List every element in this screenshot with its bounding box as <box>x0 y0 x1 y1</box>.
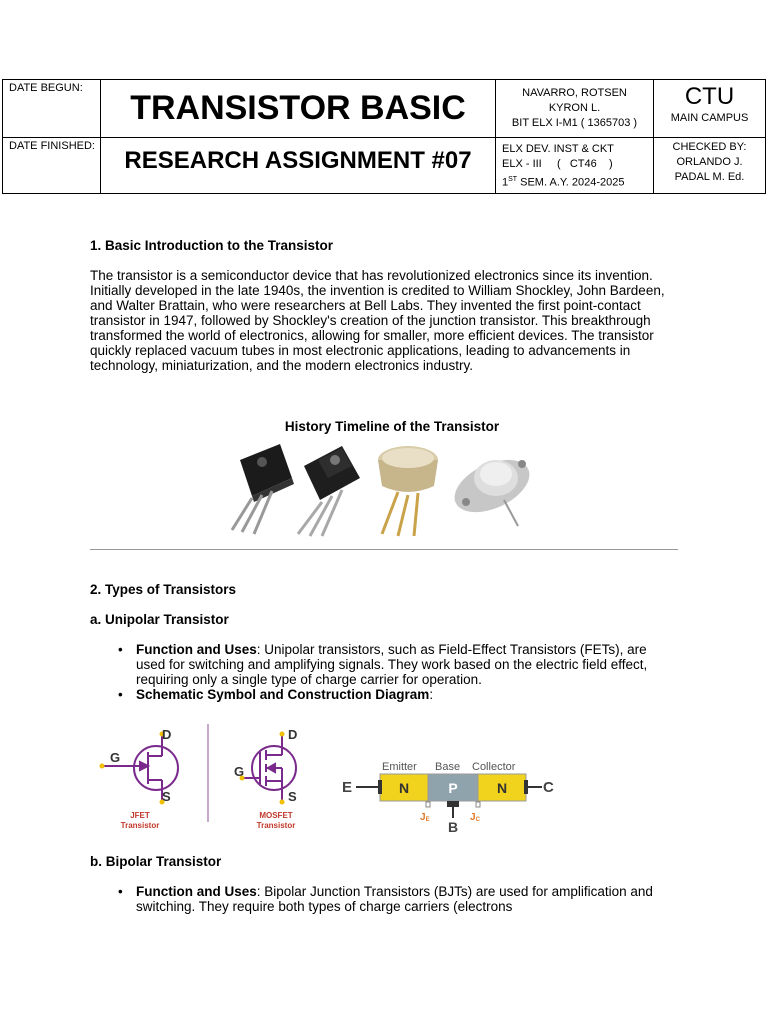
course-line2: ELX - III ( CT46 ) <box>502 158 613 170</box>
jfet-caption-1: JFET <box>130 811 150 820</box>
bullet-bold-label: Function and Uses <box>136 884 257 899</box>
school-name: CTU <box>684 83 735 110</box>
bullet-bold-label: Function and Uses <box>136 642 257 657</box>
figure-caption: History Timeline of the Transistor <box>284 419 500 434</box>
section-divider <box>90 549 678 550</box>
mosfet-drain-label: D <box>288 727 298 742</box>
bjt-je-label: JE <box>420 812 430 823</box>
schematic-diagrams <box>94 722 564 840</box>
bullet-dot: • <box>118 884 123 899</box>
student-cell <box>496 80 654 138</box>
mosfet-gate-label: G <box>234 764 245 779</box>
checker-line2: PADAL M. Ed. <box>674 171 745 183</box>
bjt-collector-contact <box>524 780 528 794</box>
bjt-p-label: P <box>448 780 458 796</box>
jfet-gate-label: G <box>110 750 121 765</box>
transistor-photos <box>222 438 534 538</box>
bjt-emitter-contact <box>378 780 382 794</box>
document-title: TRANSISTOR BASIC <box>130 89 466 127</box>
course-line1: ELX DEV. INST & CKT <box>502 143 614 155</box>
semester-number: 1 <box>502 176 509 189</box>
transistor-photo-4 <box>446 449 534 526</box>
section2-heading: 2. Types of Transistors <box>90 582 237 597</box>
bjt-c-terminal: C <box>543 779 554 796</box>
mosfet-drain-node <box>280 732 285 737</box>
school-cell <box>654 80 766 138</box>
student-id-line: BIT ELX I-M1 ( 1365703 ) <box>511 117 638 129</box>
student-name-line1: NAVARRO, ROTSEN <box>522 87 627 99</box>
checked-cell <box>654 138 766 194</box>
bullet-text: : <box>429 687 434 702</box>
semester-rest: SEM. A.Y. 2024-2025 <box>517 176 625 189</box>
jfet-gate-node <box>100 764 105 769</box>
mosfet-caption-1: MOSFET <box>259 811 293 820</box>
unipolar-bullet-schematic <box>118 687 678 702</box>
student-name-line2: KYRON L. <box>548 102 601 114</box>
date-begun-cell <box>3 80 101 138</box>
bjt-n1-label: N <box>398 780 410 796</box>
semester-line <box>502 172 653 191</box>
bullet-bold-label: Schematic Symbol and Construction Diagram <box>136 687 430 702</box>
date-finished-label: DATE FINISHED: <box>9 140 95 152</box>
mosfet-source-node <box>280 800 285 805</box>
subtitle-cell <box>101 138 496 194</box>
section1-heading: 1. Basic Introduction to the Transistor <box>90 238 334 253</box>
bipolar-heading: b. Bipolar Transistor <box>90 854 222 869</box>
bjt-base-contact <box>447 801 459 807</box>
semester-sup: ST <box>508 176 518 183</box>
bjt-emitter-label: Emitter <box>382 761 417 773</box>
campus-name: MAIN CAMPUS <box>670 112 749 124</box>
bullet-text: : Unipolar transistors, such as Field-Effect Transistors (FETs), are used for switching and amplifying signals. They work based on the electric field effect, requiring only a single type of charge carrier for operation. <box>136 642 648 687</box>
transistor-photo-1 <box>232 444 294 534</box>
checked-label: CHECKED BY: <box>672 141 747 153</box>
header-table <box>2 79 766 194</box>
jfet-drain-label: D <box>162 727 172 742</box>
bjt-b-terminal: B <box>447 819 459 835</box>
bjt-jc-label: JC <box>470 812 480 823</box>
bjt-e-terminal: E <box>342 779 353 796</box>
section1-paragraph: The transistor is a semiconductor device that has revolutionized electronics since its invention. Initially developed in the late 1940s, the invention is credited to William Shockley, John Bardeen, and Walter Brattain, who were researchers at Bell Labs. They invented the first point-contact transistor in 1947, followed by Shockley's creation of the junction transistor. This breakthrough transformed the world of electronics, allowing for smaller, more efficient devices. The transistor quickly replaced vacuum tubes in most electronic applications, leading to advancements in technology, miniaturization, and the modern electronics industry. <box>90 268 665 373</box>
bullet-text: : Bipolar Junction Transistors (BJTs) are used for amplification and switching. They require both types of charge carriers (electrons <box>136 884 653 914</box>
assignment-title: RESEARCH ASSIGNMENT #07 <box>124 147 472 174</box>
bipolar-bullet-function <box>118 884 678 914</box>
bjt-jc-marker <box>476 802 480 807</box>
date-finished-cell <box>3 138 101 194</box>
date-begun-label: DATE BEGUN: <box>9 82 83 94</box>
unipolar-bullets <box>118 642 678 702</box>
bipolar-bullets <box>118 884 678 914</box>
bullet-dot: • <box>118 687 123 702</box>
checker-line1: ORLANDO J. <box>676 156 743 168</box>
jfet-source-label: S <box>162 789 171 804</box>
transistor-photo-3 <box>378 446 438 536</box>
unipolar-bullet-function <box>118 642 678 687</box>
bjt-n2-label: N <box>496 780 508 796</box>
bjt-base-label: Base <box>435 761 461 773</box>
mosfet-caption-2: Transistor <box>256 821 296 830</box>
jfet-caption-2: Transistor <box>120 821 160 830</box>
mosfet-source-label: S <box>288 789 297 804</box>
title-cell <box>101 80 496 138</box>
transistor-photo-2 <box>298 446 360 536</box>
course-cell <box>496 138 654 194</box>
unipolar-heading: a. Unipolar Transistor <box>90 612 229 627</box>
bjt-je-marker <box>426 802 430 807</box>
bullet-dot: • <box>118 642 123 657</box>
bjt-collector-label: Collector <box>472 761 516 773</box>
